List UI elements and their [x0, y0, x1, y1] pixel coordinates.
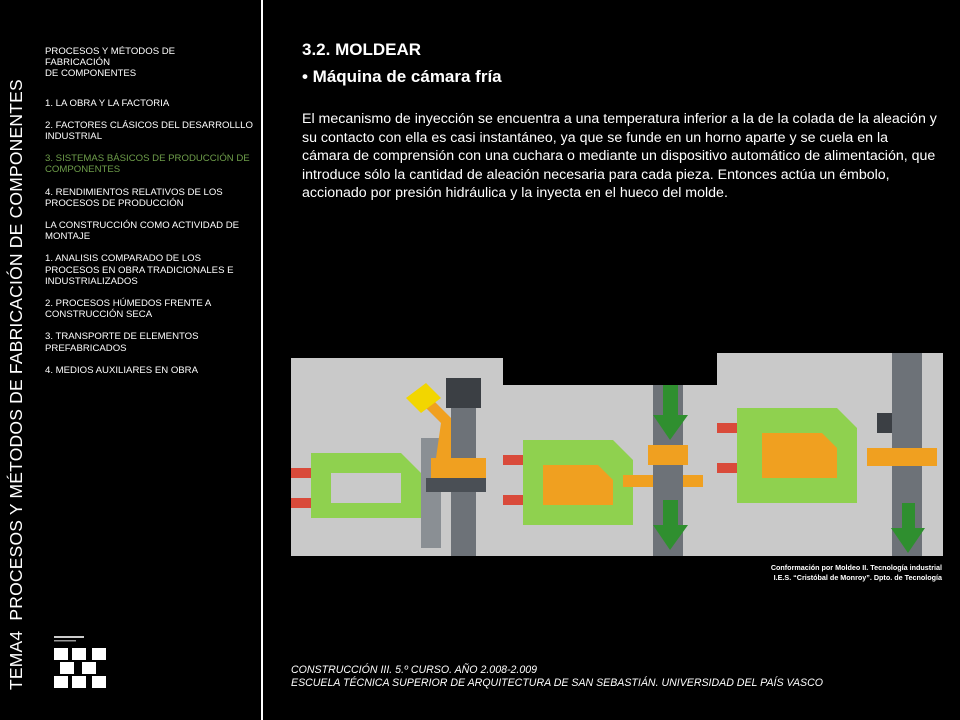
cold-chamber-diagram-step-1 [291, 358, 503, 556]
diagram-step-2-illustration [503, 385, 717, 556]
figure-caption-line: Conformación por Moldeo II. Tecnología industrial [770, 563, 942, 572]
body-paragraph: El mecanismo de inyección se encuentra a una temperatura inferior a la de la colada de la aleación y su contacto con ella es casi instantáneo, ya que se funde en un horno aparte y se cuela en la cámara de comprensión con una cuchara o mediante un dispositivo automático de alimentación, que introduce sólo la cantidad de aleación necesaria para cada pieza. Entonces actúa un émbolo, accionado por presión hidráulica y la inyecta en el hueco del molde. [302, 111, 937, 201]
vertical-course-title [6, 79, 27, 690]
nav-item-procesos-humedos[interactable]: 2. PROCESOS HÚMEDOS FRENTE A CONSTRUCCIÓN SECA [45, 298, 211, 321]
footer [291, 664, 823, 690]
footer-school-line: ESCUELA TÉCNICA SUPERIOR DE ARQUITECTURA DE SAN SEBASTIÁN. UNIVERSIDAD DEL PAÍS VASCO [291, 677, 823, 689]
nav-item-rendimientos[interactable]: 4. RENDIMIENTOS RELATIVOS DE LOS PROCESOS DE PRODUCCIÓN [45, 186, 223, 209]
cold-chamber-diagram-step-2 [503, 385, 717, 556]
nav-item-obra-factoria[interactable]: 1. LA OBRA Y LA FACTORIA [45, 97, 170, 109]
nav-heading-line: FABRICACIÓN [45, 57, 111, 69]
figure-caption-line: I.E.S. “Cristóbal de Monroy”. Dpto. de Tecnología [773, 573, 942, 582]
nav-item-medios-auxiliares[interactable]: 4. MEDIOS AUXILIARES EN OBRA [45, 364, 199, 376]
section-subtitle: • Máquina de cámara fría [302, 67, 502, 86]
diagram-step-3-illustration [717, 353, 943, 556]
tema-title: PROCESOS Y MÉTODOS DE FABRICACIÓN DE COMPONENTES [6, 79, 26, 621]
nav-heading-line: PROCESOS Y MÉTODOS DE [45, 46, 176, 57]
cold-chamber-diagram-step-3 [717, 353, 943, 556]
nav-item-factores-clasicos[interactable]: 2. FACTORES CLÁSICOS DEL DESARROLLLO INDUSTRIAL [45, 119, 253, 143]
section-title: 3.2. MOLDEAR [302, 40, 422, 59]
tema-label: TEMA4 [6, 630, 26, 690]
nav-item-construccion-montaje[interactable]: LA CONSTRUCCIÓN COMO ACTIVIDAD DE MONTAJE [45, 220, 240, 243]
university-logo [52, 634, 108, 692]
nav-heading-line: DE COMPONENTES [45, 68, 137, 80]
sidebar-divider [261, 0, 263, 720]
nav-item-analisis-comparado[interactable]: 1. ANALISIS COMPARADO DE LOS PROCESOS EN OBRA TRADICIONALES E INDUSTRIALIZADOS [45, 253, 234, 287]
diagram-step-1-illustration [291, 358, 503, 556]
footer-course-line: CONSTRUCCIÓN III. 5.º CURSO. AÑO 2.008-2.009 [291, 664, 538, 676]
figure-caption [771, 563, 942, 583]
nav-heading [45, 46, 255, 80]
nav-item-transporte[interactable]: 3. TRANSPORTE DE ELEMENTOS PREFABRICADOS [45, 331, 199, 354]
nav-item-sistemas-basicos[interactable]: 3. SISTEMAS BÁSICOS DE PRODUCCIÓN DE COMPONENTES [45, 153, 250, 176]
sidebar-nav [45, 46, 255, 387]
